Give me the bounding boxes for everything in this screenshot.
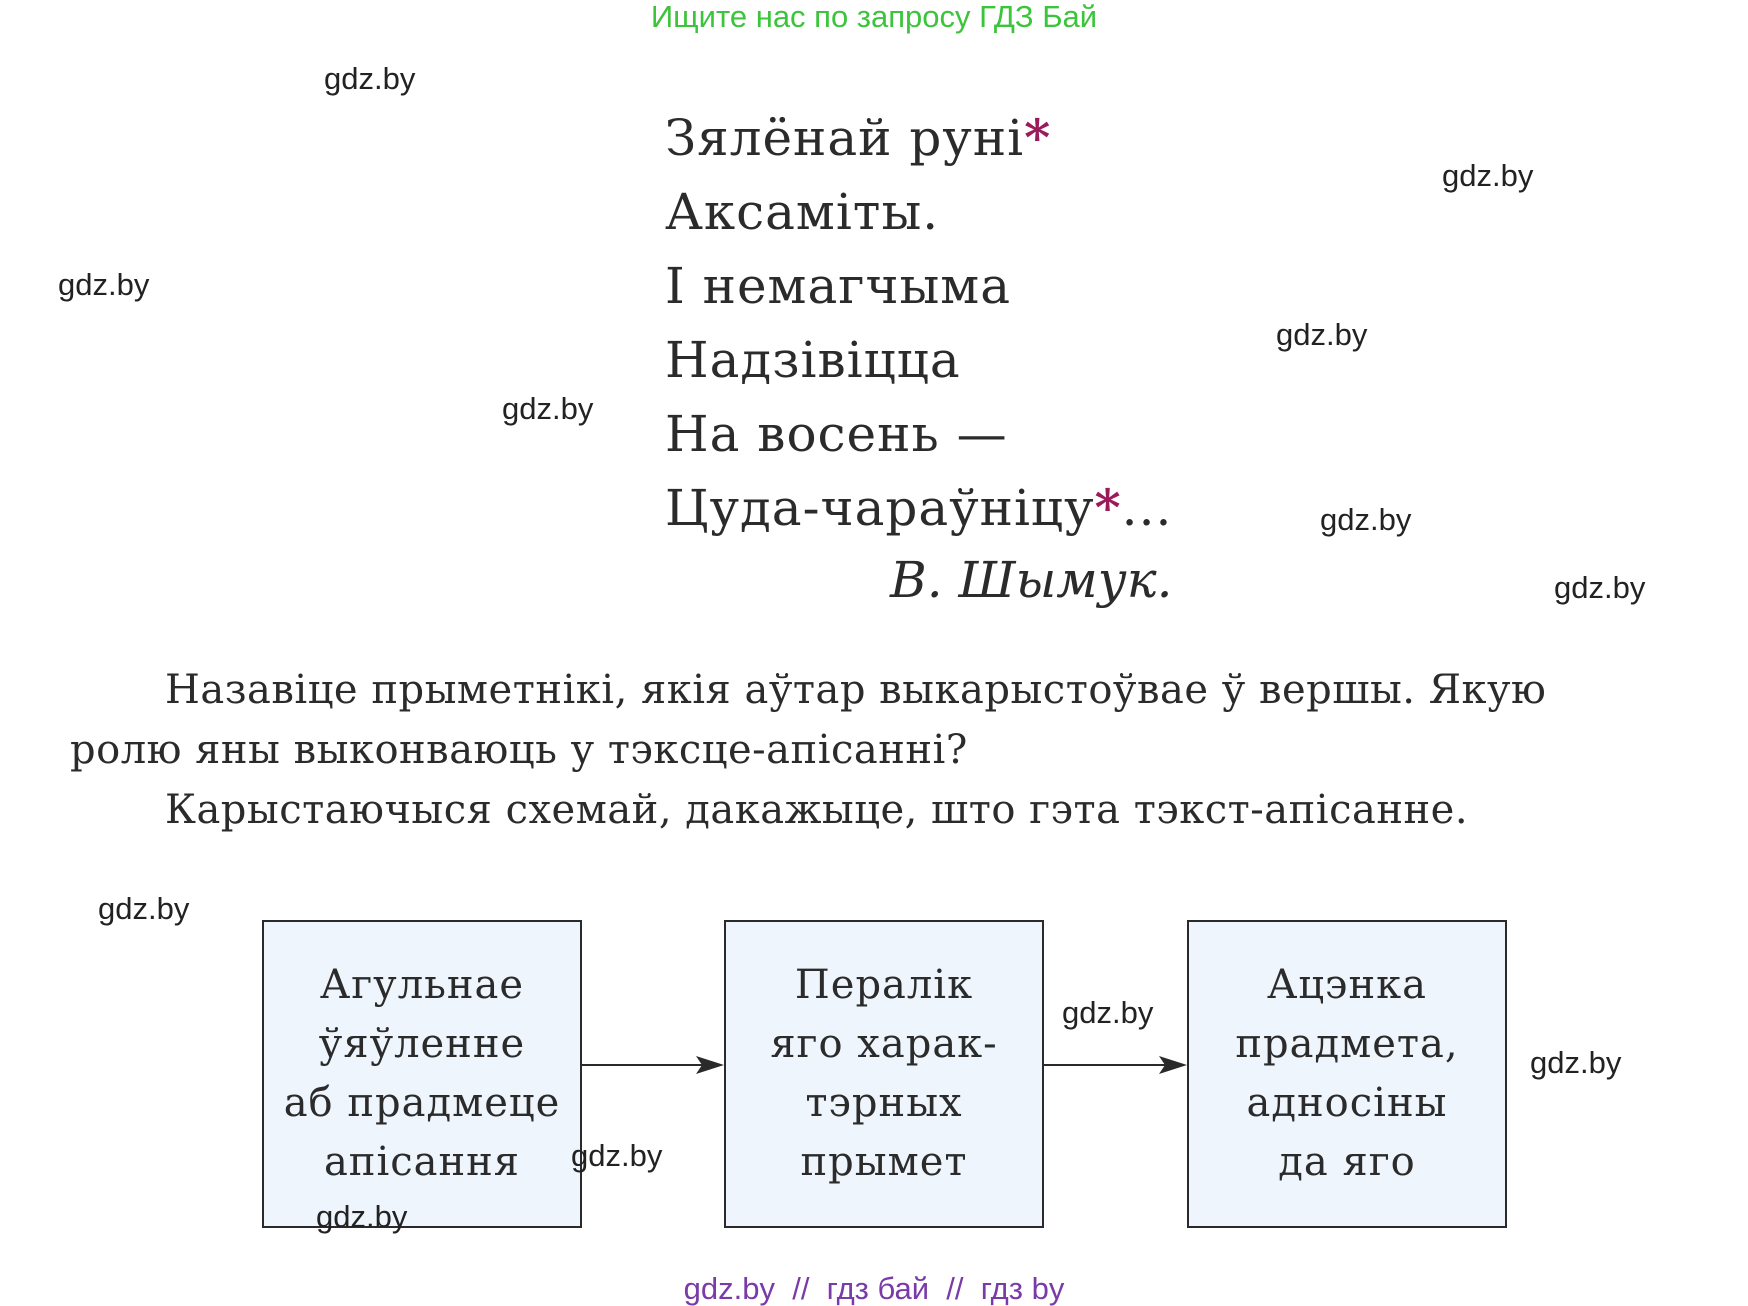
box-line: адносіны <box>1246 1080 1448 1126</box>
watermark: gdz.by <box>1442 158 1534 193</box>
task-paragraph-line-1: Назавіце прыметнікі, якія аўтар выкарыстоўвае ў вершы. Якую <box>165 667 1547 713</box>
poem-line <box>665 478 1172 538</box>
box-line: аб прадмеце <box>283 1080 561 1126</box>
watermark: gdz.by <box>1554 570 1646 605</box>
box-line: ўяўленне <box>318 1021 526 1067</box>
search-hint-header: Ищите нас по запросу ГДЗ Бай <box>650 0 1098 34</box>
footnote-star: * <box>1024 108 1052 167</box>
poem-line-text: І немагчыма <box>665 257 1012 315</box>
diagram-box-features-list <box>724 920 1044 1228</box>
box-line: тэрных <box>805 1080 963 1126</box>
poem-line-text: На восень — <box>665 405 1008 463</box>
box-line: да яго <box>1278 1139 1416 1185</box>
diagram-box-evaluation <box>1187 920 1507 1228</box>
poem-line <box>665 256 1011 316</box>
watermark: gdz.by <box>324 61 416 96</box>
watermark: gdz.by <box>316 1199 408 1234</box>
poem-line-suffix: ... <box>1121 479 1173 537</box>
watermark: gdz.by <box>58 267 150 302</box>
watermark: gdz.by <box>98 891 190 926</box>
diagram-box-text <box>770 956 997 1192</box>
task-paragraph-line-3: Карыстаючыся схемай, дакажыце, што гэта тэкст-апісанне. <box>165 787 1469 833</box>
arrow-right-icon <box>1044 1050 1187 1080</box>
poem-line <box>665 404 1008 464</box>
poem-line <box>665 108 1051 168</box>
watermark: gdz.by <box>1320 502 1412 537</box>
poem-line <box>665 182 939 242</box>
task-paragraph-line-2: ролю яны выконваюць у тэксце-апісанні? <box>70 727 968 773</box>
watermark: gdz.by <box>571 1138 663 1173</box>
poem-line-text: Цуда-чараўніцу <box>665 479 1095 537</box>
diagram-box-general-idea <box>262 920 582 1228</box>
box-line: Ацэнка <box>1267 962 1427 1008</box>
box-line: Агульнае <box>319 962 525 1008</box>
box-line: прадмета, <box>1235 1021 1459 1067</box>
poem-line-text: Надзівіцца <box>665 331 961 389</box>
box-line: Пералік <box>794 962 974 1008</box>
watermark: gdz.by <box>502 391 594 426</box>
poem-line <box>665 330 961 390</box>
poem-author: В. Шымук. <box>890 551 1173 609</box>
diagram-box-text <box>284 956 561 1192</box>
footer-links: gdz.by // гдз бай // гдз by <box>683 1271 1065 1306</box>
watermark: gdz.by <box>1062 995 1154 1030</box>
box-line: апісання <box>323 1139 521 1185</box>
poem-line-text: Зялёнай руні <box>665 109 1025 167</box>
poem-line-text: Аксаміты. <box>665 183 940 241</box>
watermark: gdz.by <box>1530 1045 1622 1080</box>
footnote-star: * <box>1094 478 1122 537</box>
arrow-right-icon <box>582 1050 724 1080</box>
watermark: gdz.by <box>1276 317 1368 352</box>
box-line: прымет <box>800 1139 968 1185</box>
box-line: яго харак- <box>770 1021 998 1067</box>
diagram-box-text <box>1235 956 1458 1192</box>
